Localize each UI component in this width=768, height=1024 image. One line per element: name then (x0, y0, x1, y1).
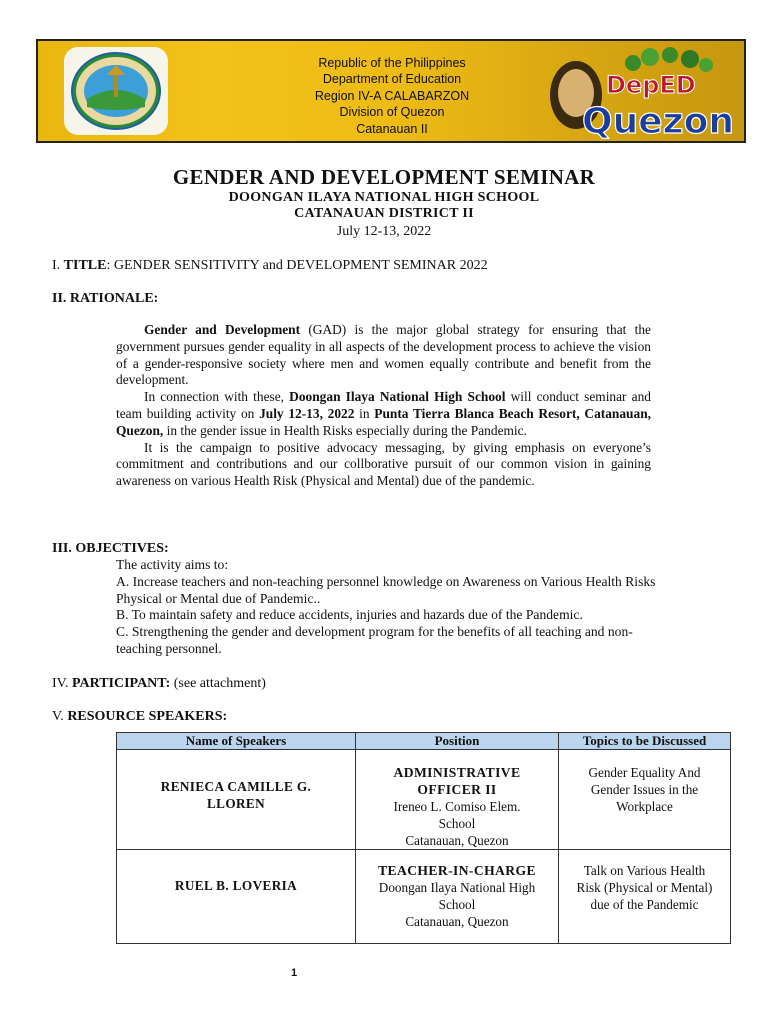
page-number: 1 (290, 967, 298, 979)
bold-phrase: Punta Tierra Blanca Beach Resort, Catanauan, Quezon, (116, 405, 651, 438)
position-detail: Catanauan, Quezon (405, 914, 509, 929)
column-header: Name of Speakers (117, 733, 356, 750)
letterhead-line: Department of Education (322, 72, 462, 87)
table-row (117, 750, 731, 850)
section-number: IV. (52, 676, 72, 691)
letterhead-banner (36, 39, 746, 143)
objectives-intro: The activity aims to: (116, 557, 229, 572)
rationale-body (116, 322, 651, 490)
section-label: PARTICIPANT: (71, 676, 171, 691)
bold-phrase: July 12-13, 2022 (259, 405, 355, 421)
speaker-position-cell (356, 850, 559, 944)
bold-phrase: Doongan Ilaya National High School (289, 389, 506, 405)
speaker-name: RUEL B. LOVERIA (174, 878, 298, 893)
letterhead-line: Republic of the Philippines (318, 56, 466, 70)
participant-line (52, 676, 266, 692)
speaker-topic: Talk on Various Health Risk (Physical or Mental) due of the Pandemic (576, 863, 713, 912)
objectives-heading: III. OBJECTIVES: (52, 541, 169, 556)
speaker-topic-cell (559, 850, 731, 944)
letterhead-line: Division of Quezon (339, 105, 445, 120)
objective-item: A. Increase teachers and non-teaching personnel knowledge on Awareness on Various Health Risks Physical or Mental due of Pandemic.. (116, 573, 656, 606)
rationale-heading: II. RATIONALE: (52, 291, 159, 306)
letterhead-line: Region IV-A CALABARZON (314, 88, 470, 103)
speaker-topic: Gender Equality And Gender Issues in the Workplace (588, 765, 701, 814)
speakers-table (116, 732, 731, 944)
section-title-line (52, 258, 488, 274)
deped-wordmark: DepED (606, 71, 696, 99)
position-title: ADMINISTRATIVE OFFICER II (393, 765, 521, 797)
section-number: I. (52, 258, 64, 273)
school-name: DOONGAN ILAYA NATIONAL HIGH SCHOOL (228, 190, 540, 205)
rationale-paragraph (116, 322, 651, 389)
position-detail: Ireneo L. Comiso Elem. School (393, 799, 521, 831)
section-label: RESOURCE SPEAKERS: (67, 709, 228, 724)
paragraph-text: in the gender issue in Health Risks especially during the Pandemic. (163, 422, 527, 438)
column-header: Topics to be Discussed (559, 733, 731, 750)
speaker-topic-cell (559, 750, 731, 850)
document-title: GENDER AND DEVELOPMENT SEMINAR (172, 165, 596, 189)
paragraph-text: will conduct seminar and team building activity on (116, 389, 651, 421)
quezon-wordmark: Quezon (582, 101, 734, 141)
position-title: TEACHER-IN-CHARGE (378, 863, 536, 878)
table-row (117, 850, 731, 944)
section-text: (see attachment) (170, 676, 266, 691)
paragraph-text: in (354, 405, 375, 421)
resource-speakers-heading (52, 709, 227, 725)
table-header-row (117, 733, 731, 750)
deped-quezon-logo (538, 43, 738, 141)
district-name: CATANAUAN DISTRICT II (294, 206, 474, 221)
speaker-name-cell (117, 850, 356, 944)
bold-phrase: Gender and Development (144, 322, 301, 337)
paragraph-text: (GAD) is the major global strategy for ensuring that the government pursues gender equality in all aspects of the development process to achieve the vision of a gender-responsive society where men and women equally contribute and benefit from the development. (116, 322, 651, 388)
position-detail: Catanauan, Quezon (405, 833, 509, 848)
letterhead-line: Catanauan II (356, 121, 428, 136)
rationale-paragraph: It is the campaign to positive advocacy messaging, by giving emphasis on everyone’s commitment and contributions and our collborative pursuit of our common vision in gaining awareness on various Health Risk (Physical and Mental) due of the pandemic. (116, 439, 651, 489)
rationale-paragraph (116, 389, 651, 439)
position-detail: Doongan Ilaya National High School (378, 880, 536, 912)
letterhead-text (274, 55, 510, 137)
speaker-name-cell (117, 750, 356, 850)
school-seal-logo (64, 47, 168, 135)
section-number: V. (52, 709, 68, 724)
speaker-name: RENIECA CAMILLE G. LLOREN (160, 779, 312, 811)
column-header: Position (356, 733, 559, 750)
paragraph-text: In connection with these, (144, 389, 290, 405)
seminar-date: July 12-13, 2022 (336, 224, 432, 239)
section-text: : GENDER SENSITIVITY and DEVELOPMENT SEMINAR 2022 (106, 258, 488, 273)
objective-item: B. To maintain safety and reduce accidents, injuries and hazards due of the Pandemic. (116, 607, 583, 623)
section-label: TITLE (63, 258, 107, 273)
speaker-position-cell (356, 750, 559, 850)
objective-item: C. Strengthening the gender and development program for the benefits of all teaching and non-teaching personnel. (116, 624, 633, 656)
objectives-list (116, 557, 656, 658)
